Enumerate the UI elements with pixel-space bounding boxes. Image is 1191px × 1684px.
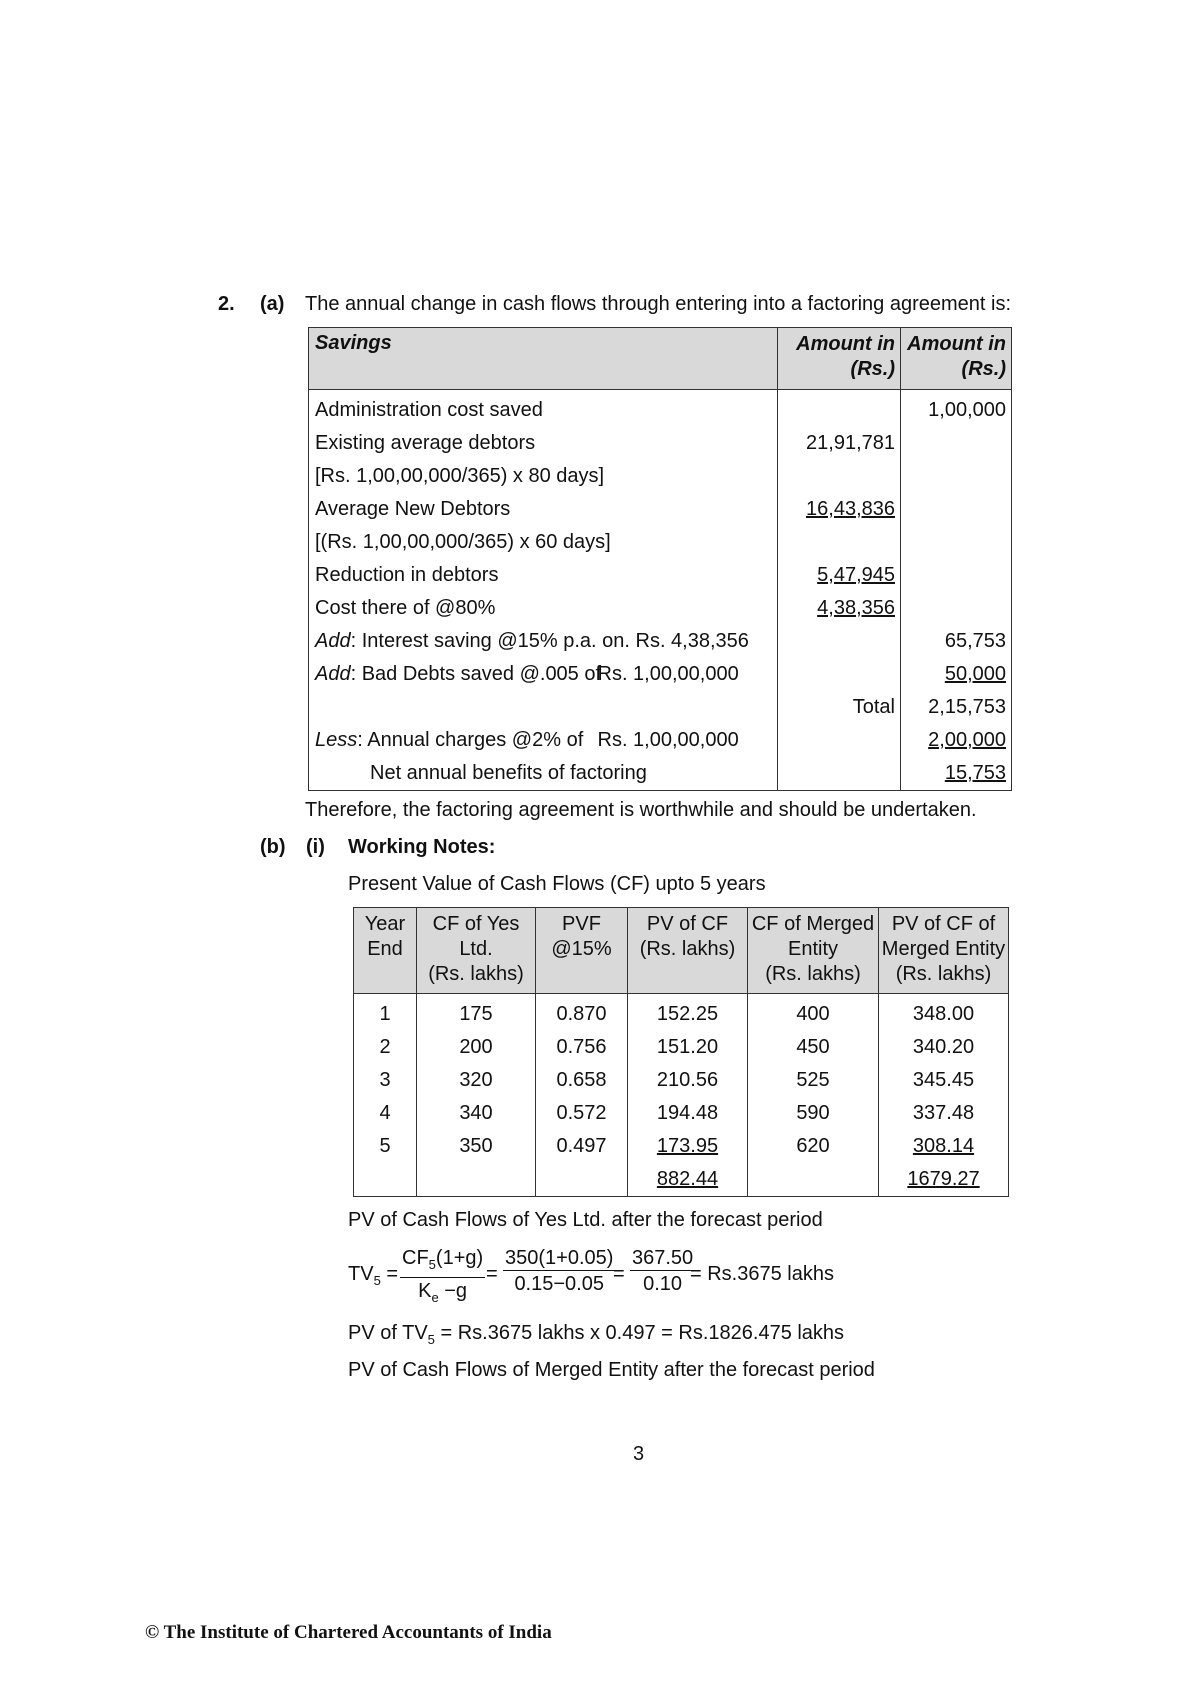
row-net-benefits: Net annual benefits of factoring [370, 762, 647, 784]
cell: 1 [354, 994, 417, 1032]
cell [417, 1163, 536, 1197]
cell: 0.870 [536, 994, 628, 1032]
cell: 308.14 [912, 1135, 975, 1157]
amount-column-1 [778, 390, 901, 791]
cell: 3 [354, 1064, 417, 1097]
row-existing-debtors: Existing average debtors [315, 432, 536, 454]
cell: 210.56 [628, 1064, 748, 1097]
cell: 151.20 [628, 1031, 748, 1064]
working-notes-heading: Working Notes: [348, 836, 496, 858]
cell: 5,47,945 [817, 564, 895, 586]
row-cost: Cost there of @80% [315, 597, 496, 619]
header-pv-cf: PV of CF (Rs. lakhs) [628, 908, 748, 994]
cell: 525 [748, 1064, 879, 1097]
header-amount-1: Amount in (Rs.) [778, 328, 901, 390]
cell: 350 [417, 1130, 536, 1163]
total-value: 2,15,753 [928, 696, 1006, 718]
header-cf-yes: CF of Yes Ltd. (Rs. lakhs) [417, 908, 536, 994]
table-body [309, 390, 1012, 791]
cell: 348.00 [879, 994, 1009, 1032]
pv-merged-text: PV of Cash Flows of Merged Entity after the forecast period [348, 1359, 875, 1381]
cell: 65,753 [944, 630, 1006, 652]
total-label: Total [852, 696, 895, 718]
row-bad-debts: Add: Bad Debts saved @.005 of Rs. 1,00,00,000 [315, 663, 739, 685]
cell: 0.497 [536, 1130, 628, 1163]
cell: 5 [354, 1130, 417, 1163]
cell: 194.48 [628, 1097, 748, 1130]
cell: 400 [748, 994, 879, 1032]
cell: 16,43,836 [806, 498, 895, 520]
cell [778, 658, 895, 691]
part-a-text: The annual change in cash flows through entering into a factoring agreement is: [305, 293, 1011, 315]
pv-after-forecast-text: PV of Cash Flows of Yes Ltd. after the forecast period [348, 1209, 823, 1231]
cell [748, 1163, 879, 1197]
cell: 0.658 [536, 1064, 628, 1097]
table-row [354, 1031, 1009, 1064]
row-annual-charges: Less: Annual charges @2% of Rs. 1,00,00,000 [315, 729, 739, 751]
cell [536, 1163, 628, 1197]
factoring-savings-table [308, 327, 1012, 791]
cell: 345.45 [879, 1064, 1009, 1097]
part-b-i-label: (i) [306, 836, 325, 858]
header-cf-merged: CF of Merged Entity (Rs. lakhs) [748, 908, 879, 994]
cell [778, 757, 895, 790]
row-interest-saving: Add: Interest saving @15% p.a. on. Rs. 4,38,356 [315, 630, 749, 652]
cell [901, 493, 1006, 526]
amount-column-2 [901, 390, 1012, 791]
pv-of-tv-text: PV of $TV_5 = Rs.3675$ lakhs x 0.497 = Rs.1826.475 lakhs [348, 1322, 845, 1347]
part-a-label: (a) [260, 293, 285, 315]
part-b-label: (b) [260, 836, 286, 858]
cell: 50,000 [944, 663, 1006, 685]
cell: 152.25 [628, 994, 748, 1032]
cell [901, 526, 1006, 559]
cell: 320 [417, 1064, 536, 1097]
copyright-footer: © The Institute of Chartered Accountants of India [145, 1622, 552, 1643]
equals-sign: = [613, 1263, 625, 1285]
equals-sign: = [486, 1263, 498, 1285]
table-row [354, 1064, 1009, 1097]
cell [901, 460, 1006, 493]
cell [354, 1163, 417, 1197]
cell: 590 [748, 1097, 879, 1130]
cell: 4,38,356 [817, 597, 895, 619]
cell: 0.572 [536, 1097, 628, 1130]
cell: 200 [417, 1031, 536, 1064]
table-row [354, 1130, 1009, 1163]
cell: 337.48 [879, 1097, 1009, 1130]
cell: 620 [748, 1130, 879, 1163]
cell [778, 526, 895, 559]
cell: 0.756 [536, 1031, 628, 1064]
row-total-blank [315, 691, 777, 724]
row-reduction: Reduction in debtors [315, 564, 499, 586]
net-benefit-value: 15,753 [944, 762, 1006, 784]
table-row [354, 994, 1009, 1032]
cell: 21,91,781 [806, 432, 895, 454]
total-pv-cf: 882.44 [656, 1168, 719, 1190]
cell [778, 394, 895, 427]
page-number: 3 [633, 1443, 645, 1465]
cell: 4 [354, 1097, 417, 1130]
row-existing-debtors-calc: [Rs. 1,00,00,000/365) x 80 days] [315, 465, 605, 487]
conclusion-text: Therefore, the factoring agreement is worthwhile and should be undertaken. [305, 799, 977, 821]
table-row-total [354, 1163, 1009, 1197]
row-new-debtors-calc: [(Rs. 1,00,00,000/365) x 60 days] [315, 531, 611, 553]
cell: 1,00,000 [928, 399, 1006, 421]
cell: 2,00,000 [928, 729, 1006, 751]
cell [778, 724, 895, 757]
row-admin-cost: Administration cost saved [315, 399, 543, 421]
cell: 340.20 [879, 1031, 1009, 1064]
header-savings: Savings [309, 328, 778, 390]
table-row [354, 1097, 1009, 1130]
cell: 450 [748, 1031, 879, 1064]
cell [901, 427, 1006, 460]
total-pv-merged: 1679.27 [907, 1168, 980, 1190]
savings-descriptions [309, 390, 778, 791]
table-header-row [354, 908, 1009, 994]
cell [901, 559, 1006, 592]
formula-lhs: $TV_5$ = [348, 1263, 399, 1288]
formula-fraction-2: $\frac{350(1+0.05)}{0.15-0.05}$ [505, 1247, 614, 1295]
table-header-row [309, 328, 1012, 390]
cell [778, 460, 895, 493]
pv-caption: Present Value of Cash Flows (CF) upto 5 years [348, 873, 766, 895]
cell [778, 625, 895, 658]
header-year-end: Year End [354, 908, 417, 994]
cell [901, 592, 1006, 625]
row-new-debtors: Average New Debtors [315, 498, 511, 520]
cell: 340 [417, 1097, 536, 1130]
header-amount-2: Amount in (Rs.) [901, 328, 1012, 390]
header-pv-merged: PV of CF of Merged Entity (Rs. lakhs) [879, 908, 1009, 994]
formula-fraction-1: $\frac{CF_5(1+g)}{K_e -g}$ [402, 1247, 484, 1305]
question-number: 2. [218, 293, 235, 315]
formula-result: = Rs.3675 lakhs [690, 1263, 834, 1285]
header-pvf: PVF @15% [536, 908, 628, 994]
present-value-table [353, 907, 1009, 1197]
cell: 2 [354, 1031, 417, 1064]
terminal-value-formula [348, 1246, 868, 1306]
formula-fraction-3: $\frac{367.50}{0.10}$ [632, 1247, 694, 1295]
cell: 173.95 [656, 1135, 719, 1157]
cell: 175 [417, 994, 536, 1032]
